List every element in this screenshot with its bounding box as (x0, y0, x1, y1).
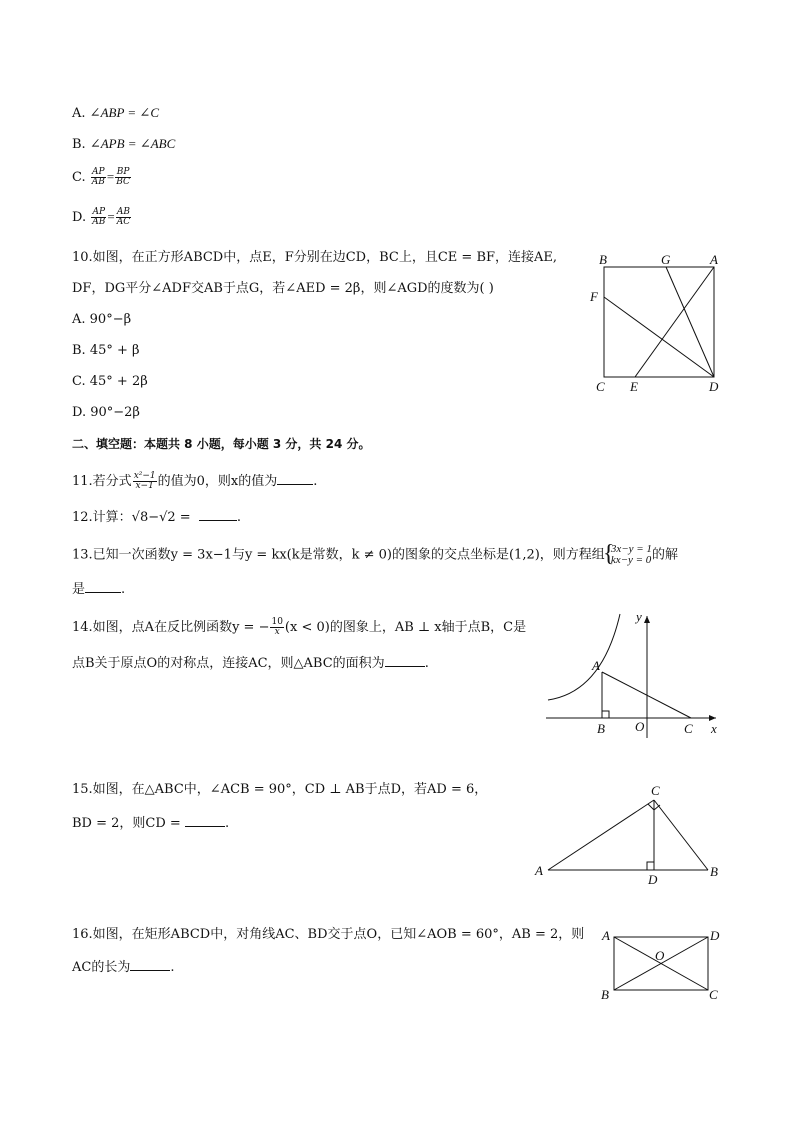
fraction: $\frac{\text{x²−1}}{x-1}$ (133, 471, 156, 491)
section-heading: 二、填空题：本题共 8 小题，每小题 3 分，共 24 分。 (72, 437, 371, 451)
equation-system: { 3x−y = 1 kx−y = 0 (605, 544, 652, 566)
label-a: A (592, 658, 600, 673)
q10-square-figure (585, 250, 725, 400)
answer-blank (385, 654, 425, 667)
fraction: $\frac{BP}{BC}$ (116, 167, 130, 187)
segment-ae (635, 267, 714, 377)
q12-stem: 12.计算：√8−√2 = . (72, 510, 241, 525)
label-a: A (710, 252, 718, 267)
fraction: $\frac{AP}{AB}$ (92, 207, 106, 227)
q10-option-a: A. 90°−β (72, 312, 132, 327)
label-b: B (599, 252, 607, 267)
label-a: A (602, 928, 610, 943)
q10-stem-line1: 10.如图，在正方形ABCD中，点E，F分别在边CD，BC上，且CE = BF，连接AE, (72, 250, 558, 265)
label-b: B (601, 987, 609, 1002)
label-b: B (710, 864, 718, 879)
answer-blank (277, 472, 313, 485)
q9-option-d: D. $\frac{AP}{AB}$ = $\frac{AB}{AC}$ (72, 207, 131, 227)
fraction: $\frac{AB}{AC}$ (116, 207, 131, 227)
q14-stem-line2: 点B关于原点O的对称点，连接AC，则△ABC的面积为 . (72, 656, 429, 671)
q9-option-b: B. ∠APB = ∠ABC (72, 136, 176, 152)
right-angle-mark (602, 711, 609, 718)
q13-stem-line1: 13.已知一次函数y = 3x−1与y = kx(k是常数，k ≠ 0)的图象的交点坐标是(1,2)，则方程组 { 3x−y = 1 kx−y = 0 的解 (72, 544, 678, 566)
q15-stem-line2: BD = 2，则CD = . (72, 816, 230, 831)
label-c: C (709, 987, 718, 1002)
answer-blank (199, 508, 237, 521)
segment-fd (604, 297, 714, 377)
q10-option-d: D. 90°−2β (72, 405, 140, 420)
label-g: G (661, 252, 671, 267)
q10-option-b: B. 45° + β (72, 343, 140, 358)
q14-graph-figure (540, 609, 725, 742)
q10-stem-line2: DF，DG平分∠ADF交AB于点G，若∠AED = 2β，则∠AGD的度数为( ) (72, 281, 494, 296)
label-a: A (535, 863, 543, 878)
q14-stem-line1: 14.如图，点A在反比例函数y = − $\frac{10}{x}$ (x < 0)的图象上，AB ⊥ x轴于点B，C是 (72, 617, 527, 637)
label-o: O (655, 948, 665, 963)
label-d: D (710, 928, 720, 943)
label-e: E (630, 379, 638, 394)
q15-triangle-figure (532, 784, 722, 889)
q9-option-a: A. ∠ABP = ∠C (72, 105, 159, 121)
q13-stem-line2: 是 . (72, 582, 126, 597)
answer-blank (185, 814, 225, 827)
label-c: C (651, 783, 660, 798)
q16-rectangle-figure (598, 925, 723, 1005)
q11-stem: 11.若分式 $\frac{\text{x²−1}}{x-1}$ 的值为0，则x的值为 . (72, 471, 318, 491)
label-c: C (596, 379, 605, 394)
y-axis-arrow (644, 616, 650, 623)
q9-option-c: C. $\frac{AP}{AB}$ = $\frac{BP}{BC}$ (72, 167, 130, 187)
right-angle-mark-d (647, 862, 654, 870)
answer-blank (130, 958, 170, 971)
label-o: O (635, 719, 645, 734)
square-abcd (604, 267, 714, 377)
q16-stem-line1: 16.如图，在矩形ABCD中，对角线AC、BD交于点O，已知∠AOB = 60°，AB = 2，则 (72, 927, 585, 942)
hyperbola-curve (548, 614, 620, 700)
label-d: D (648, 872, 658, 887)
label-d: D (709, 379, 719, 394)
label-c: C (684, 721, 693, 736)
label-y: y (636, 609, 642, 624)
segment-cb (654, 800, 708, 870)
label-b: B (597, 721, 605, 736)
segment-ac (548, 800, 654, 870)
fraction: $\frac{AP}{AB}$ (91, 167, 105, 187)
label-x: x (711, 721, 717, 736)
answer-blank (85, 580, 121, 593)
q10-option-c: C. 45° + 2β (72, 374, 148, 389)
segment-gd (666, 267, 714, 377)
label-f: F (590, 289, 598, 304)
q16-stem-line2: AC的长为 . (72, 960, 175, 975)
fraction: $\frac{10}{x}$ (271, 617, 283, 637)
q15-stem-line1: 15.如图，在△ABC中，∠ACB = 90°，CD ⊥ AB于点D，若AD = 6， (72, 782, 488, 797)
